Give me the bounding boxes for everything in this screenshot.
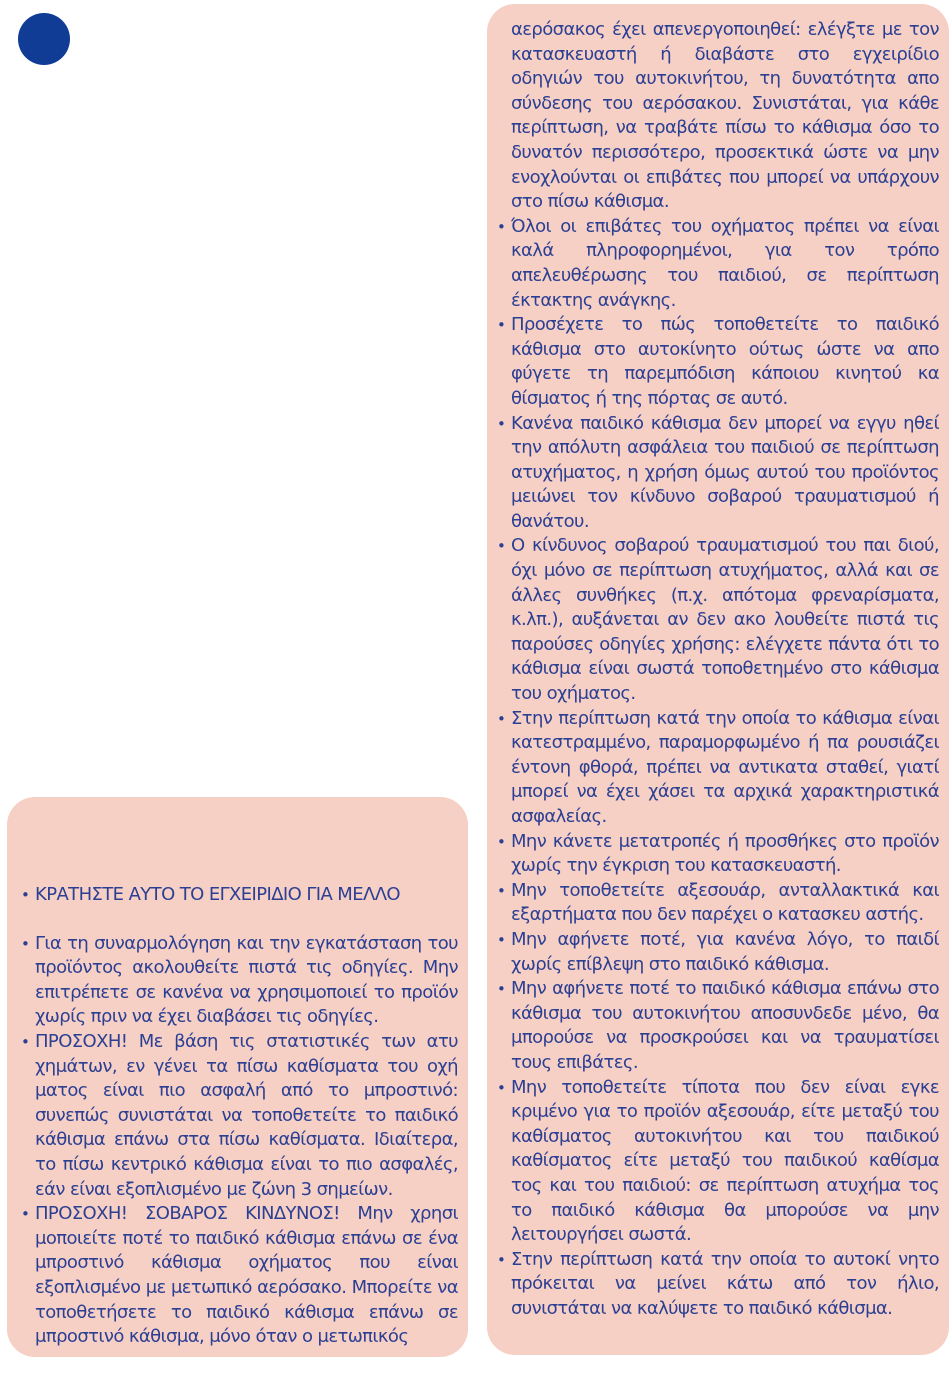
list-item: • Στην περίπτωση κατά την οποία το κάθισμα είναι κατεστραμμένο, παραμορφωμένο ή πα ρουσιάζει έντονη φθορά, πρέπει να αντικατα σταθεί, γιατί μπορεί να έχει χάσει τα αρχικά χαρακτηριστικά ασφαλείας. [497,707,939,830]
list-item: • Μην αφήνετε ποτέ το παιδικό κάθισμα επάνω στο κάθισμα του αυτοκινήτου αποσυνδεδε μένο, θα μπορούσε να προσκρούσει και να τραυματίσει τους επιβάτες. [497,977,939,1075]
list-item: • Μην τοποθετείτε αξεσουάρ, ανταλλακτικά και εξαρτήματα που δεν παρέχει ο κατασκευ αστής. [497,879,939,928]
list-item: • Προσέχετε το πώς τοποθετείτε το παιδικό κάθισμα στο αυτοκίνητο ούτως ώστε να απο φύγετε τη παρεμπόδιση κάποιου κινητού κα θίσματος ή της πόρτας σε αυτό. [497,313,939,411]
list-item: • Μην τοποθετείτε τίποτα που δεν είναι εγκε κριμένο για το προϊόν αξεσουάρ, είτε μεταξύ του καθίσματος αυτοκινήτου και του παιδικού καθίσματος είτε μεταξύ του παιδικού καθίσμα τος και του παιδιού: σε περίπτωση ατυχήμα τος το παιδικό κάθισμα θα μπορούσε να μην λειτουργήσει σωστά. [497,1076,939,1248]
list-item: • Όλοι οι επιβάτες του οχήματος πρέπει να είναι καλά πληροφορημένοι, για τον τρόπο απελευθέρωσης του παιδιού, σε περίπτωση έκτακτης ανάγκης. [497,215,939,313]
section-marker-dot [18,13,70,65]
list-item: • Στην περίπτωση κατά την οποία το αυτοκί νητο πρόκειται να μείνει κάτω από τον ήλιο, συνιστάται να καλύψετε το παιδικό κάθισμα. [497,1248,939,1322]
list-item: • Κανένα παιδικό κάθισμα δεν μπορεί να εγγυ ηθεί την απόλυτη ασφάλεια του παιδιού σε περίπτωση ατυχήματος, η χρήση όμως αυτού του προϊόντος μειώνει τον κίνδυνο σοβαρού τραυματισμού ή θανάτου. [497,412,939,535]
continued-paragraph: αερόσακος έχει απενεργοποιηθεί: ελέγξτε με τον κατασκευαστή ή διαβάστε στο εγχειρίδιο οδηγιών του αυτοκινήτου, τη δυνατότητα απο σύνδεσης του αερόσακου. Συνιστάται, για κάθε περίπτωση, να τραβάτε πίσω το κάθισμα όσο το δυνατόν περισσότερο, προσεκτικά ώστε να μην ενοχλούνται οι επιβάτες που μπορεί να υπάρχουν στο πίσω κάθισμα. [511,19,939,213]
list-item: • Για τη συναρμολόγηση και την εγκατάσταση του προϊόντος ακολουθείτε πιστά τις οδηγίες. Μην επιτρέπετε σε κανένα να χρησιμοποιεί το προϊόν χωρίς πριν να έχει διαβάσει τις οδηγίες. [21,932,458,1030]
left-warning-panel [7,797,468,1357]
list-item: • Μην κάνετε μετατροπές ή προσθήκες στο προϊόν χωρίς την έγκριση του κατασκευαστή. [497,830,939,879]
list-item: • ΠΡΟΣΟΧΗ! ΣΟΒΑΡΟΣ ΚΙΝΔΥΝΟΣ! Μην χρησι μοποιείτε ποτέ το παιδικό κάθισμα επάνω σε ένα μπροστινό κάθισμα οχήματος που είναι εξοπλισμένο με μετωπικό αερόσακο. Μπορείτε να τοποθετήσετε το παιδικό κάθισμα επάνω σε μπροστινό κάθισμα, μόνο όταν ο μετωπικός [21,1202,458,1350]
list-item: • Μην αφήνετε ποτέ, για κανένα λόγο, το παιδί χωρίς επίβλεψη στο παιδικό κάθισμα. [497,928,939,977]
list-item: • ΠΡΟΣΟΧΗ! Με βάση τις στατιστικές των ατυ χημάτων, εν γένει τα πίσω καθίσματα του οχή ματος είναι πιο ασφαλή από το μπροστινό: συνεπώς συνιστάται να τοποθετείτε το παιδικό κάθισμα επάνω στα πίσω καθίσματα. Ιδιαίτερα, το πίσω κεντρικό κάθισμα είναι το πιο ασφαλές, εάν είναι εξοπλισμένο με ζώνη 3 σημείων. [21,1030,458,1202]
list-item: • Ο κίνδυνος σοβαρού τραυματισμού του παι διού, όχι μόνο σε περίπτωση ατυχήματος, αλλά και σε άλλες συνθήκες (π.χ. απότομα φρεναρίσματα, κ.λπ.), αυξάνεται αν δεν ακο λουθείτε πιστά τις παρούσες οδηγίες χρήσης: ελέγχετε πάντα ότι το κάθισμα είναι σωστά τοποθετημένο στο κάθισμα του οχήματος. [497,534,939,706]
keep-manual-heading: • ΚΡΑΤΗΣΤΕ ΑΥΤΟ ΤΟ ΕΓΧΕΙΡΙΔΙΟ ΓΙΑ ΜΕΛΛΟ [21,883,458,908]
right-warning-panel [487,4,949,1355]
